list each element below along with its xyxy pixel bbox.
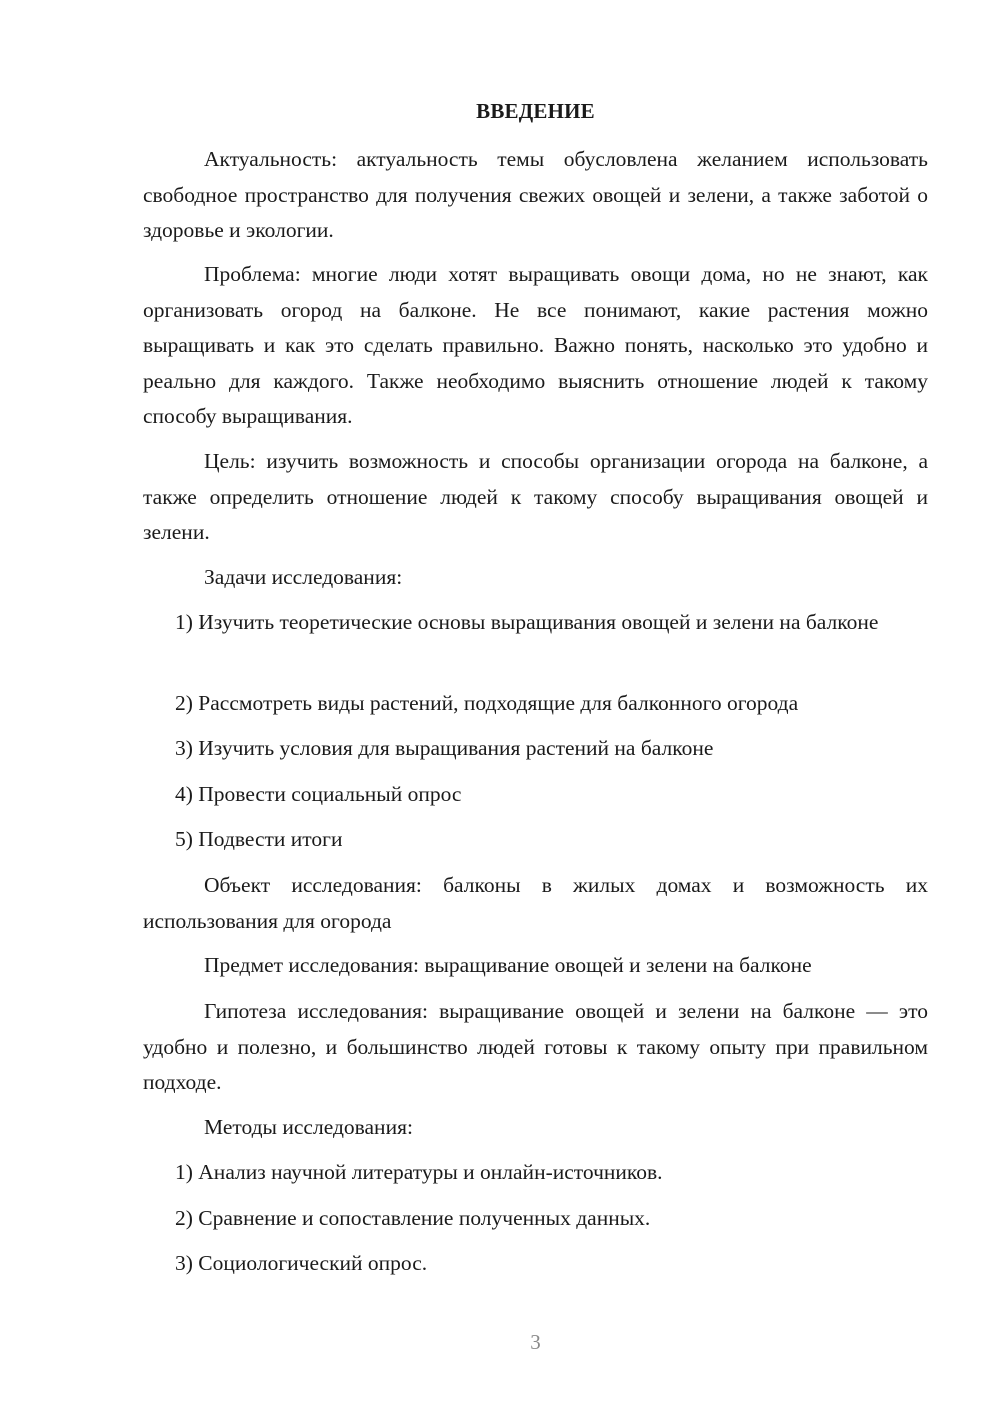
page-number: 3 <box>530 1330 541 1354</box>
relevance-paragraph: Актуальность: актуальность темы обусловлена желанием использовать свободное пространство для получения свежих овощей и зелени, а также заботой о здоровье и экологии. <box>143 147 928 242</box>
problem-paragraph: Проблема: многие люди хотят выращивать овощи дома, но не знают, как организовать огород на балконе. Не все понимают, какие растения можно выращивать и как это сделать правильно. Важно понять, насколько это удобно и реально для каждого. Также необходимо выяснить отношение людей к такому способу выращивания. <box>143 262 928 428</box>
tasks-heading: Задачи исследования: <box>204 565 403 589</box>
task-item-3: 3) Изучить условия для выращивания растений на балконе <box>175 736 714 760</box>
task-item-5: 5) Подвести итоги <box>175 827 343 851</box>
method-item-2: 2) Сравнение и сопоставление полученных данных. <box>175 1206 651 1230</box>
subject-paragraph: Предмет исследования: выращивание овощей и зелени на балконе <box>204 953 812 977</box>
method-item-1: 1) Анализ научной литературы и онлайн-источников. <box>175 1160 663 1184</box>
methods-heading: Методы исследования: <box>204 1115 413 1139</box>
task-item-2: 2) Рассмотреть виды растений, подходящие для балконного огорода <box>175 691 799 715</box>
page-title: ВВЕДЕНИЕ <box>476 99 595 123</box>
goal-paragraph: Цель: изучить возможность и способы организации огорода на балконе, а также определить отношение людей к такому способу выращивания овощей и зелени. <box>143 449 928 544</box>
method-item-3: 3) Социологический опрос. <box>175 1251 428 1275</box>
task-item-1: 1) Изучить теоретические основы выращивания овощей и зелени на балконе <box>175 610 879 634</box>
hypothesis-paragraph: Гипотеза исследования: выращивание овощей и зелени на балконе — это удобно и полезно, и большинство людей готовы к такому опыту при правильном подходе. <box>143 999 928 1094</box>
task-item-4: 4) Провести социальный опрос <box>175 782 462 806</box>
object-paragraph: Объект исследования: балконы в жилых домах и возможность их использования для огорода <box>143 873 928 933</box>
